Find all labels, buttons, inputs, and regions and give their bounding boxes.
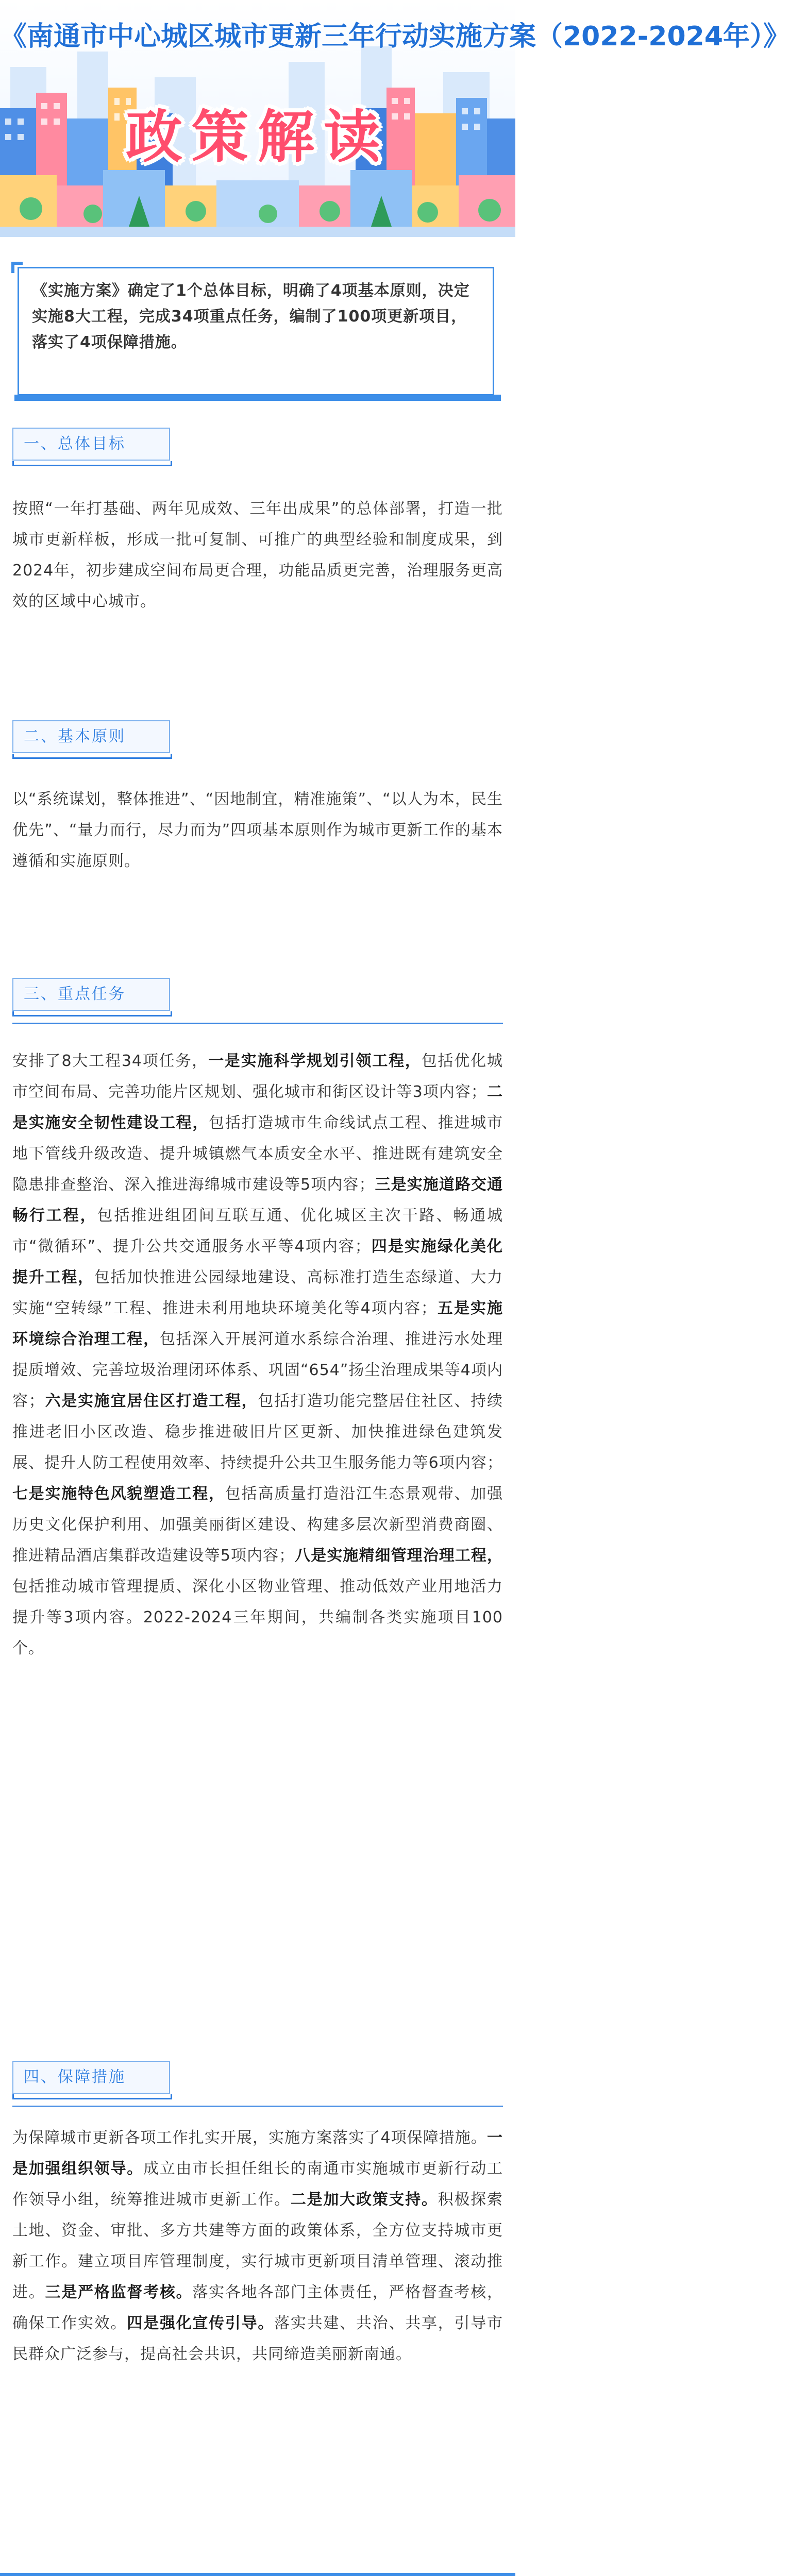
text-run: 以“系统谋划，整体推进”、“因地制宜，精准施策”、“以人为本，民生优先”、“量力而行，尽力而为”四项基本原则作为城市更新工作的基本遵循和实施原则。 [12,790,503,870]
bold-text-run: 三是实施道路交通畅行工程， [12,1176,503,1225]
bold-text-run: 一是实施科学规划引领工程， [208,1052,422,1070]
banner-heading: 政策解读 [126,104,390,170]
section-header-safeguards [12,2061,172,2101]
text-run: 包括打造功能完整居住社区、持续推进老旧小区改造、稳步推进破旧片区更新、加快推进绿色建筑发展、提升人防工程使用效率、持续提升公共卫生服务能力等6项内容； [12,1392,503,1472]
section-title: 三、重点任务 [24,985,126,1003]
text-run: 按照“一年打基础、两年见成效、三年出成果”的总体部署，打造一批城市更新样板，形成一批可复制、可推广的典型经验和制度成果，到2024年，初步建成空间布局更合理，功能品质更完善，治理服务更高效的区域中心城市。 [12,500,503,611]
section-chip [12,2061,170,2094]
text-run: 包括加快推进公园绿地建设、高标准打造生态绿道、大力实施“空转绿”工程、推进未利用地块环境美化等4项内容； [12,1268,503,1317]
paragraph [12,2123,503,2370]
summary-bottom-bar [14,395,501,401]
bold-text-run: 六是实施宜居住区打造工程， [44,1392,258,1410]
bold-text-run: 七是实施特色风貌塑造工程， [12,1485,225,1503]
bold-text-run: 四是实施绿化美化提升工程， [12,1238,503,1286]
text-run: 包括推进组团间互联互通、优化城区主次干路、畅通城市“微循环”、提升公共交通服务水平等4项内容； [12,1207,503,1256]
text-run: 积极探索土地、资金、审批、多方共建等方面的政策体系，全方位支持城市更新工作。建立项目库管理制度，实行城市更新项目清单管理、滚动推进。 [12,2191,503,2301]
bold-text-run: 八是实施精细管理治理工程， [295,1547,503,1565]
text-run: 落实各地各部门主体责任，严格督查考核，确保工作实效。 [12,2283,503,2332]
section-divider [12,2106,503,2107]
section-body-tasks [12,1046,503,1664]
text-run: 包括打造城市生命线试点工程、推进城市地下管线升级改造、提升城镇燃气本质安全水平、推进既有建筑安全隐患排查整治、深入推进海绵城市建设等5项内容； [12,1114,503,1194]
section-title: 二、基本原则 [24,727,126,745]
bold-text-run: 二是实施安全韧性建设工程， [12,1083,503,1132]
section-title: 四、保障措施 [24,2068,126,2086]
text-run: 安排了8大工程34项任务， [12,1052,209,1070]
document-title: 《南通市中心城区城市更新三年行动实施方案（2022-2024年）》 [0,21,790,52]
text-run: 包括高质量打造沿江生态景观带、加强历史文化保护利用、加强美丽街区建设、构建多层次新型消费商圈、推进精品酒店集群改造建设等5项内容； [12,1485,503,1565]
section-chip [12,720,170,753]
bold-text-run: 一是加强组织领导。 [12,2129,503,2178]
section-divider [12,1023,503,1024]
bold-text-run: 四是强化宣传引导。 [127,2314,275,2332]
text-run: 落实共建、共治、共享，引导市民群众广泛参与，提高社会共识，共同缔造美丽新南通。 [12,2314,503,2363]
section-body-goal [12,494,503,617]
page-bottom-bar [0,2573,515,2576]
section-underline [12,1015,172,1016]
summary-text: 《实施方案》确定了1个总体目标，明确了4项基本原则，决定实施8大工程，完成34项重点任务，编制了100项更新项目，落实了4项保障措施。 [32,282,470,351]
bold-text-run: 二是加大政策支持。 [290,2191,438,2209]
section-underline [12,757,172,759]
header-banner [0,0,790,237]
summary-box [14,267,501,402]
section-underline [12,465,172,466]
section-title: 一、总体目标 [24,435,126,453]
paragraph [12,494,503,617]
text-run: 成立由市长担任组长的南通市实施城市更新行动工作领导小组，统筹推进城市更新工作。 [12,2160,503,2209]
section-header-goal [12,428,172,468]
text-run: 包括深入开展河道水系综合治理、推进污水处理提质增效、完善垃圾治理闭环体系、巩固“654”扬尘治理成果等4项内容； [12,1330,503,1410]
section-body-safeguards [12,2123,503,2370]
text-run: 包括优化城市空间布局、完善功能片区规划、强化城市和街区设计等3项内容； [12,1052,503,1101]
section-chip [12,428,170,461]
bold-text-run: 五是实施环境综合治理工程， [12,1299,503,1348]
text-run: 为保障城市更新各项工作扎实开展，实施方案落实了4项保障措施。 [12,2129,487,2147]
section-body-principles [12,784,503,877]
paragraph [12,1046,503,1664]
text-run: 包括推动城市管理提质、深化小区物业管理、推动低效产业用地活力提升等3项内容。2022-2024三年期间，共编制各类实施项目100个。 [12,1578,503,1657]
section-underline [12,2098,172,2099]
section-chip [12,978,170,1011]
paragraph [12,784,503,877]
section-header-principles [12,720,172,760]
section-header-tasks [12,978,172,1018]
bold-text-run: 三是严格监督考核。 [45,2283,193,2301]
